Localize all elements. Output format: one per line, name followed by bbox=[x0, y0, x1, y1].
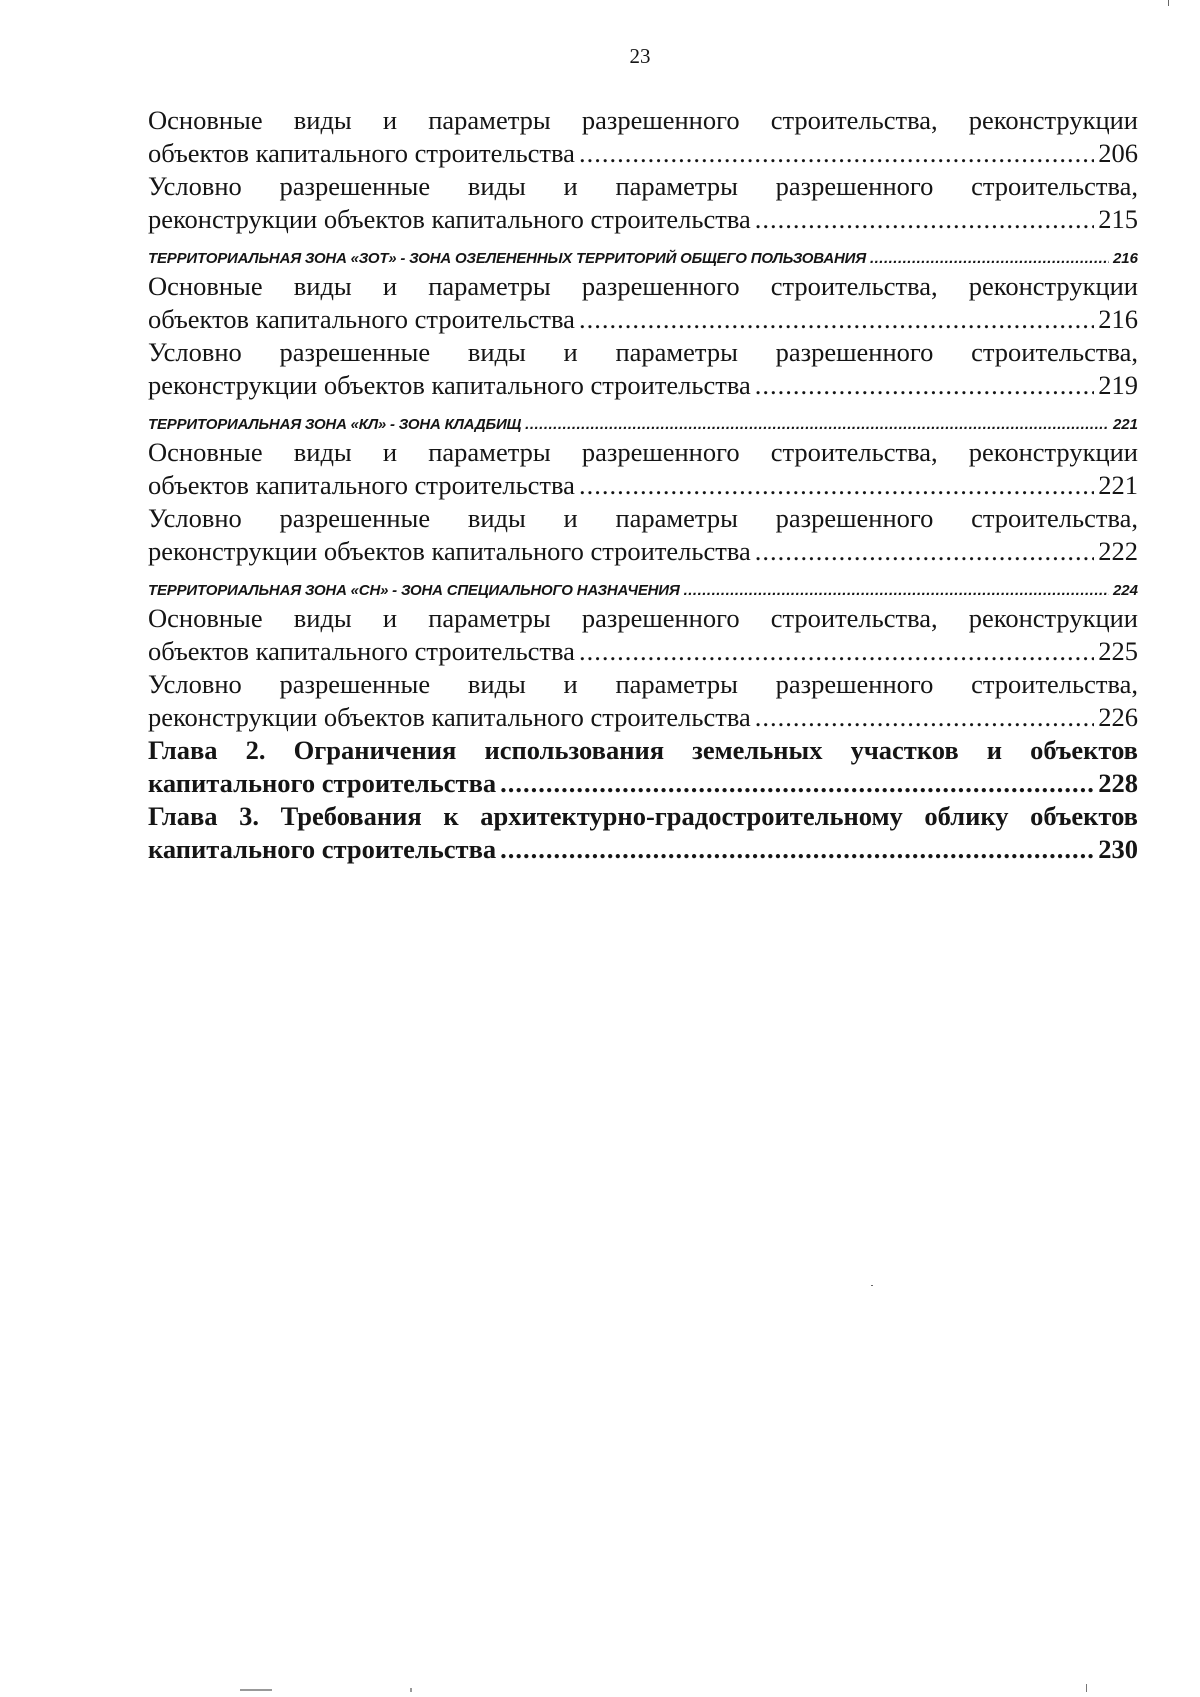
toc-page-number: 226 bbox=[1098, 702, 1138, 732]
toc-page-number: 206 bbox=[1098, 138, 1138, 168]
toc-chapter[interactable] bbox=[148, 734, 1138, 800]
toc-page-number: 216 bbox=[1098, 304, 1138, 334]
leader-dots bbox=[525, 415, 1109, 434]
toc-chapter-title: Глава 3. Требования к архитектурно-градостроительному облику объектов bbox=[148, 801, 1138, 831]
toc-entry-title-cont: объектов капитального строительства bbox=[148, 138, 575, 168]
zone-heading-label: ТЕРРИТОРИАЛЬНАЯ ЗОНА «ЗОТ» - ЗОНА ОЗЕЛЕНЕННЫХ ТЕРРИТОРИЙ ОБЩЕГО ПОЛЬЗОВАНИЯ bbox=[148, 250, 866, 267]
toc-entry[interactable] bbox=[148, 336, 1138, 402]
leader-dots bbox=[579, 137, 1094, 170]
toc-entry[interactable] bbox=[148, 602, 1138, 668]
toc-entry[interactable] bbox=[148, 668, 1138, 734]
toc-page-number: 219 bbox=[1098, 370, 1138, 400]
toc-page-number: 222 bbox=[1098, 536, 1138, 566]
leader-dots bbox=[500, 767, 1094, 800]
leader-dots bbox=[755, 535, 1094, 568]
leader-dots bbox=[755, 369, 1094, 402]
leader-dots bbox=[579, 469, 1094, 502]
toc-entry[interactable] bbox=[148, 502, 1138, 568]
toc-chapter-title-cont: капитального строительства bbox=[148, 768, 497, 798]
leader-dots bbox=[755, 203, 1094, 236]
toc-entry-title-cont: реконструкции объектов капитального строительства bbox=[148, 204, 751, 234]
toc-chapter-title-cont: капитального строительства bbox=[148, 834, 497, 864]
toc-page-number: 224 bbox=[1112, 582, 1138, 599]
scan-speck bbox=[871, 1285, 873, 1286]
toc-page-number: 221 bbox=[1098, 470, 1138, 500]
toc-entry[interactable] bbox=[148, 104, 1138, 170]
leader-dots bbox=[500, 833, 1094, 866]
toc-zone-heading[interactable] bbox=[148, 249, 1138, 268]
leader-dots bbox=[684, 581, 1109, 600]
toc-zone-heading[interactable] bbox=[148, 415, 1138, 434]
page-number: 23 bbox=[629, 44, 651, 68]
scan-speck bbox=[1168, 0, 1169, 6]
toc-page-number: 215 bbox=[1098, 204, 1138, 234]
leader-dots bbox=[755, 701, 1094, 734]
scan-speck bbox=[1086, 1684, 1087, 1692]
table-of-contents bbox=[148, 104, 1138, 866]
toc-page-number: 228 bbox=[1098, 768, 1138, 798]
toc-zone-heading[interactable] bbox=[148, 581, 1138, 600]
leader-dots bbox=[579, 635, 1094, 668]
toc-entry-title-cont: объектов капитального строительства bbox=[148, 636, 575, 666]
toc-entry[interactable] bbox=[148, 170, 1138, 236]
toc-entry-title: Условно разрешенные виды и параметры разрешенного строительства, bbox=[148, 337, 1138, 367]
toc-entry-title: Условно разрешенные виды и параметры разрешенного строительства, bbox=[148, 171, 1138, 201]
toc-chapter[interactable] bbox=[148, 800, 1138, 866]
toc-page-number: 225 bbox=[1098, 636, 1138, 666]
zone-heading-label: ТЕРРИТОРИАЛЬНАЯ ЗОНА «СН» - ЗОНА СПЕЦИАЛЬНОГО НАЗНАЧЕНИЯ bbox=[148, 582, 680, 599]
toc-entry-title-cont: объектов капитального строительства bbox=[148, 470, 575, 500]
zone-heading-label: ТЕРРИТОРИАЛЬНАЯ ЗОНА «КЛ» - ЗОНА КЛАДБИЩ bbox=[148, 416, 522, 433]
toc-entry-title: Основные виды и параметры разрешенного строительства, реконструкции bbox=[148, 105, 1138, 135]
scan-speck bbox=[410, 1688, 412, 1692]
toc-entry-title: Основные виды и параметры разрешенного строительства, реконструкции bbox=[148, 271, 1138, 301]
leader-dots bbox=[579, 303, 1094, 336]
toc-page-number: 221 bbox=[1112, 416, 1138, 433]
toc-entry-title: Основные виды и параметры разрешенного строительства, реконструкции bbox=[148, 603, 1138, 633]
toc-entry-title: Условно разрешенные виды и параметры разрешенного строительства, bbox=[148, 503, 1138, 533]
toc-entry-title: Основные виды и параметры разрешенного строительства, реконструкции bbox=[148, 437, 1138, 467]
toc-entry-title-cont: реконструкции объектов капитального строительства bbox=[148, 370, 751, 400]
toc-chapter-title: Глава 2. Ограничения использования земельных участков и объектов bbox=[148, 735, 1138, 765]
toc-page-number: 230 bbox=[1098, 834, 1138, 864]
toc-entry-title-cont: реконструкции объектов капитального строительства bbox=[148, 702, 751, 732]
toc-entry-title: Условно разрешенные виды и параметры разрешенного строительства, bbox=[148, 669, 1138, 699]
leader-dots bbox=[870, 249, 1109, 268]
toc-entry-title-cont: реконструкции объектов капитального строительства bbox=[148, 536, 751, 566]
toc-entry[interactable] bbox=[148, 270, 1138, 336]
toc-entry-title-cont: объектов капитального строительства bbox=[148, 304, 575, 334]
scan-speck bbox=[240, 1689, 272, 1691]
toc-entry[interactable] bbox=[148, 436, 1138, 502]
toc-page-number: 216 bbox=[1112, 250, 1138, 267]
